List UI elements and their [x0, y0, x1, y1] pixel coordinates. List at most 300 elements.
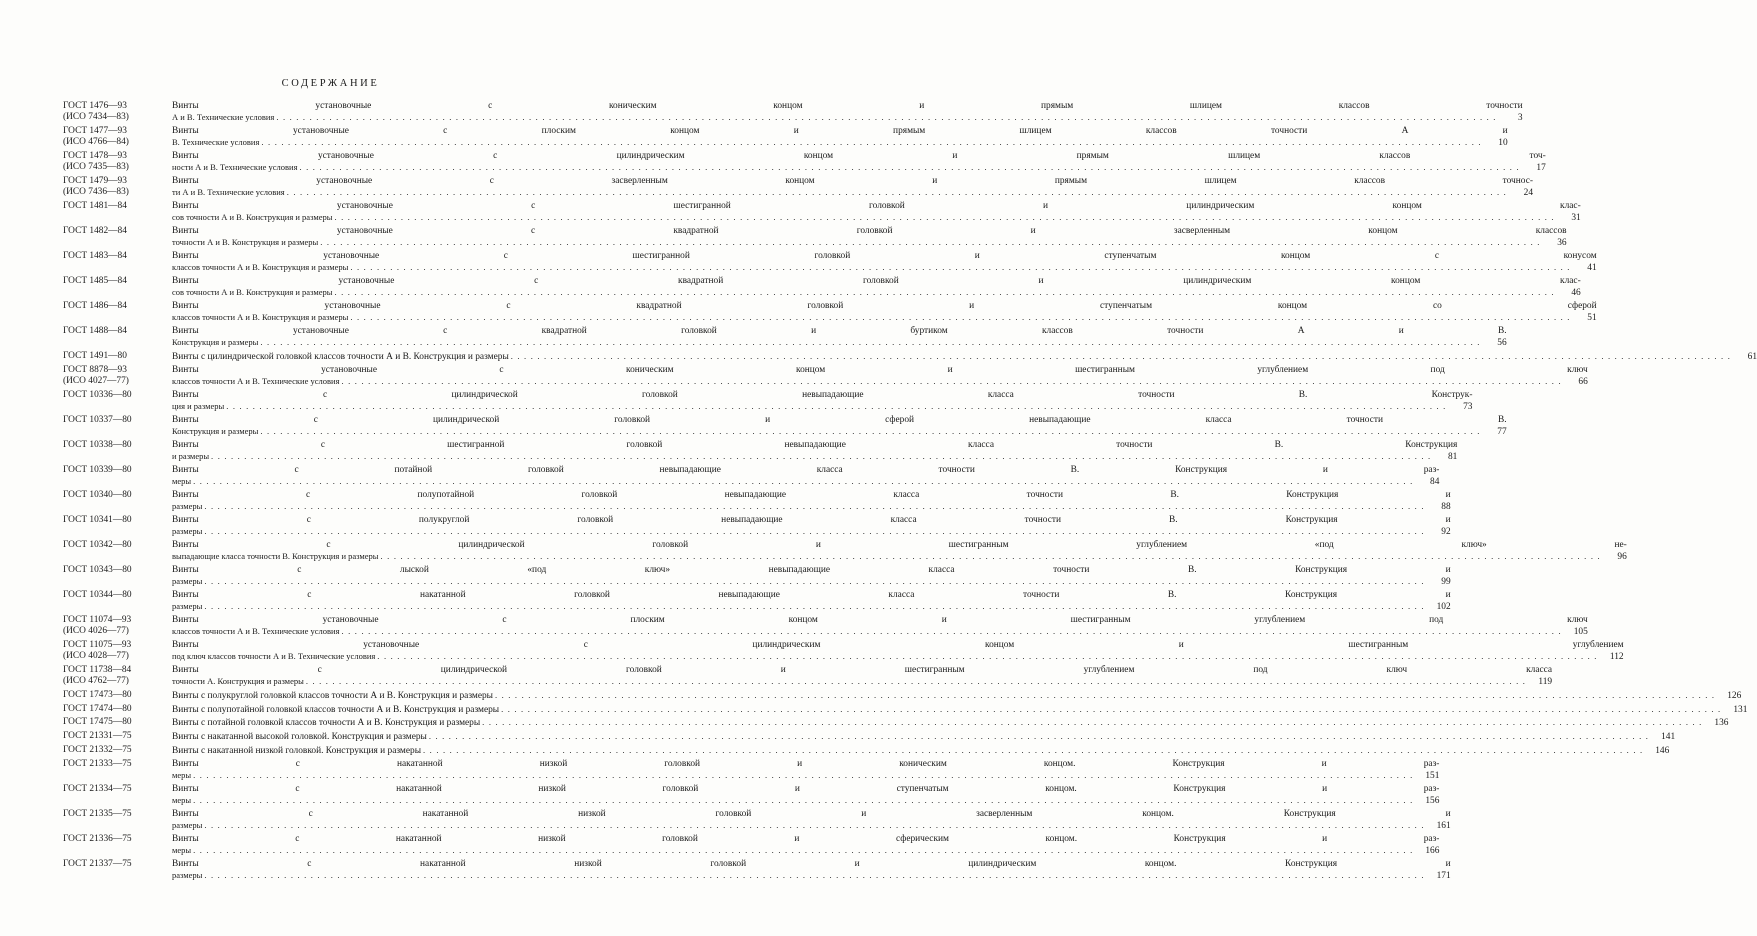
entry-last-line	[172, 745, 1669, 757]
page-number: 84	[1430, 477, 1440, 487]
entry-title-line1: Винты с накатанной головкой невыпадающие класса точности В. Конструкция и	[172, 589, 1451, 600]
entry-title-line1: Винты с потайной головкой невыпадающие класса точности В. Конструкция и раз-	[172, 464, 1440, 475]
standard-code: ГОСТ 1485—84	[63, 276, 127, 286]
standard-code: ГОСТ 21337—75	[63, 858, 132, 869]
entry-last-line	[172, 312, 1597, 324]
toc-entry	[63, 126, 1508, 149]
standard-code: (ИСО 7435—83)	[63, 162, 129, 173]
entry-title-line1: Винты установочные с коническим концом и шестигранным углублением под ключ	[172, 364, 1588, 375]
entry-title-line1: Винты установочные с плоским концом и шестигранным углублением под ключ	[172, 614, 1588, 625]
leader-dots	[202, 820, 1426, 831]
standard-codes	[63, 690, 172, 702]
standard-codes	[63, 640, 172, 663]
entry-title-line1: Винты с полупотайной головкой классов точности А и В. Конструкция и размеры	[172, 704, 500, 715]
entry-last-line	[172, 137, 1508, 149]
toc-entry	[63, 703, 1748, 716]
entry-title-line2: точности А и В. Конструкция и размеры	[172, 237, 319, 248]
entry-title-line2: классов точности А и В. Технические условия	[172, 376, 340, 386]
standard-codes	[63, 490, 172, 513]
entry-description	[172, 745, 1669, 757]
entry-title-line1: Винты с цилиндрической головкой и шестигранным углублением «под ключ» не-	[172, 539, 1627, 550]
entry-title-line1: Винты с лыской «под ключ» невыпадающие класса точности В. Конструкция и	[172, 564, 1451, 575]
entry-last-line	[172, 845, 1439, 857]
entry-description	[172, 809, 1451, 832]
toc-entry	[63, 539, 1627, 563]
toc-entry	[63, 783, 1440, 807]
entry-title-line1: Винты с накатанной низкой головкой и цилиндрическим концом. Конструкция и	[172, 858, 1451, 869]
leader-dots	[191, 845, 1415, 856]
standard-codes	[63, 176, 172, 199]
standard-codes	[63, 415, 172, 438]
standard-code: ГОСТ 21336—75	[63, 833, 132, 844]
entry-title-line2: ности А и В. Технические условия	[172, 162, 298, 173]
leader-dots	[191, 476, 1415, 487]
entry-last-line	[172, 187, 1533, 199]
leader-dots	[209, 451, 1433, 462]
page-number: 88	[1441, 502, 1451, 512]
entry-description	[172, 251, 1597, 274]
leader-dots	[202, 576, 1426, 587]
entry-last-line	[172, 651, 1624, 663]
entry-title-line1: Винты установочные с квадратной головкой и ступенчатым концом со сферой	[172, 301, 1597, 311]
toc-entry	[63, 514, 1451, 538]
entry-last-line	[172, 717, 1728, 729]
standard-codes	[63, 126, 172, 149]
entry-title-line2: размеры	[172, 576, 203, 586]
standard-code: ГОСТ 10337—80	[63, 414, 132, 425]
toc-entry	[63, 326, 1507, 349]
leader-dots	[298, 162, 1522, 173]
standard-code: ГОСТ 17473—80	[63, 689, 132, 700]
toc-entry	[63, 351, 1757, 363]
standard-codes	[63, 151, 172, 174]
toc-entry	[63, 639, 1624, 663]
leader-dots	[202, 526, 1426, 537]
entry-last-line	[172, 351, 1757, 363]
toc-entry	[63, 151, 1546, 174]
page-number: 161	[1436, 820, 1451, 831]
entry-last-line	[172, 501, 1451, 513]
page-number: 73	[1463, 402, 1473, 412]
entry-title-line1: Винты с цилиндрической головкой и сферой невыпадающие класса точности В.	[172, 414, 1507, 425]
page-number: 77	[1497, 427, 1507, 437]
standard-codes	[63, 301, 172, 324]
entry-description	[172, 415, 1507, 438]
entry-description	[172, 515, 1451, 538]
entry-title-line2: А и В. Технические условия	[172, 112, 275, 123]
entry-last-line	[172, 112, 1523, 124]
leader-dots	[224, 401, 1448, 412]
entry-last-line	[172, 870, 1451, 882]
toc-entry	[63, 276, 1581, 299]
leader-dots	[332, 212, 1556, 223]
standard-code: ГОСТ 21331—75	[63, 731, 132, 742]
page-number: 31	[1571, 213, 1581, 224]
entry-description	[172, 276, 1581, 299]
entry-description	[172, 615, 1588, 638]
page-number: 51	[1587, 313, 1597, 324]
entry-last-line	[172, 237, 1567, 249]
toc-entry	[63, 389, 1473, 413]
standard-codes	[63, 101, 172, 124]
entry-title-line1: Винты установочные с засверленным концом и прямым шлицем классов точнос-	[172, 176, 1533, 186]
toc-entry	[63, 614, 1588, 638]
entry-title-line2: Конструкция и размеры	[172, 426, 259, 436]
standard-code: ГОСТ 1483—84	[63, 251, 127, 261]
entry-description	[172, 176, 1533, 199]
leader-dots	[375, 651, 1599, 662]
entry-title-line2: под ключ классов точности А и В. Технические условия	[172, 651, 376, 661]
standard-codes	[63, 251, 172, 274]
entry-title-line2: меры	[172, 794, 192, 805]
toc-entry	[63, 226, 1567, 249]
standard-code: ГОСТ 1481—84	[63, 201, 127, 211]
leader-dots	[202, 501, 1426, 512]
standard-code: (ИСО 7434—83)	[63, 112, 129, 123]
standard-code: ГОСТ 1491—80	[63, 351, 127, 361]
entry-title-line2: Конструкция и размеры	[172, 337, 259, 348]
standard-codes	[63, 226, 172, 249]
toc-entry	[63, 689, 1742, 702]
page-number: 3	[1517, 113, 1523, 124]
standard-codes	[63, 440, 172, 463]
entry-title-line1: Винты с накатанной высокой головкой. Конструкция и размеры	[172, 732, 427, 743]
standard-codes	[63, 565, 172, 588]
standard-code: ГОСТ 8878—93	[63, 364, 127, 375]
leader-dots	[480, 717, 1704, 728]
toc-entry	[63, 489, 1451, 513]
entry-description	[172, 565, 1451, 588]
entry-description	[172, 640, 1624, 663]
entry-title-line1: Винты установочные с цилиндрическим концом и прямым шлицем классов точ-	[172, 151, 1546, 161]
entry-title-line1: Винты с накатанной низкой головкой и сферическим концом. Конструкция и раз-	[172, 833, 1440, 844]
standard-code: ГОСТ 11738—84	[63, 664, 132, 675]
page-number: 151	[1425, 770, 1440, 781]
page-number: 24	[1523, 188, 1533, 199]
page-title: СОДЕРЖАНИЕ	[281, 78, 380, 89]
entry-title-line2: размеры	[172, 869, 203, 880]
standard-code: ГОСТ 10341—80	[63, 514, 132, 525]
entry-last-line	[172, 676, 1552, 688]
leader-dots	[258, 426, 1482, 437]
page-number: 112	[1609, 652, 1624, 662]
standard-codes	[63, 731, 172, 743]
entry-title-line1: Винты с цилиндрической головкой невыпадающие класса точности В. Конструк-	[172, 389, 1473, 400]
entry-description	[172, 834, 1439, 857]
entry-description	[172, 465, 1439, 488]
entry-title-line2: меры	[172, 769, 192, 780]
page-number: 92	[1441, 527, 1451, 537]
standard-code: ГОСТ 1477—93	[63, 126, 127, 136]
entry-title-line1: Винты с полукруглой головкой классов точности А и В. Конструкция и размеры	[172, 690, 493, 701]
entry-description	[172, 226, 1567, 249]
standard-codes	[63, 465, 172, 488]
leader-dots	[304, 676, 1528, 687]
page-number: 146	[1655, 745, 1670, 756]
entry-description	[172, 490, 1451, 513]
leader-dots	[191, 795, 1415, 806]
toc-entry	[63, 589, 1451, 613]
leader-dots	[191, 770, 1415, 781]
entry-last-line	[172, 476, 1439, 488]
entry-last-line	[172, 162, 1546, 174]
standard-codes	[63, 590, 172, 613]
page-number: 126	[1727, 690, 1742, 701]
leader-dots	[285, 187, 1509, 198]
entry-description	[172, 151, 1546, 174]
standard-codes	[63, 665, 172, 688]
entry-title-line2: и размеры	[172, 451, 210, 461]
entry-last-line	[172, 426, 1507, 438]
entry-title-line2: точности А. Конструкция и размеры	[172, 676, 304, 686]
page-number: 131	[1733, 704, 1748, 715]
entry-title-line2: классов точности А и В. Технические условия	[172, 626, 340, 636]
entry-description	[172, 665, 1552, 688]
toc-entry	[63, 808, 1451, 832]
entry-title-line2: размеры	[172, 601, 203, 611]
leader-dots	[509, 351, 1733, 362]
entry-description	[172, 784, 1439, 807]
standard-codes	[63, 540, 172, 563]
leader-dots	[499, 704, 1723, 715]
entry-last-line	[172, 262, 1597, 274]
toc-entry	[63, 464, 1440, 488]
entry-title-line1: Винты с накатанной низкой головкой и засверленным концом. Конструкция и	[172, 808, 1451, 819]
standard-code: ГОСТ 17474—80	[63, 703, 132, 714]
standard-codes	[63, 717, 172, 729]
standard-code: (ИСО 4762—77)	[63, 676, 129, 686]
entry-title-line2: сов точности А и В. Конструкция и размеры	[172, 287, 333, 298]
entry-description	[172, 390, 1472, 413]
standard-codes	[63, 809, 172, 832]
entry-title-line2: меры	[172, 476, 192, 486]
page-number: 41	[1587, 263, 1597, 274]
toc-entry	[63, 664, 1553, 688]
entry-last-line	[172, 212, 1581, 224]
entry-last-line	[172, 731, 1675, 743]
entry-title-line2: классов точности А и В. Конструкция и размеры	[172, 312, 349, 323]
entry-description	[172, 704, 1747, 716]
entry-last-line	[172, 401, 1472, 413]
leader-dots	[348, 262, 1572, 273]
entry-title-line2: ти А и В. Технические условия	[172, 187, 285, 198]
leader-dots	[493, 690, 1717, 701]
entry-last-line	[172, 287, 1581, 299]
entry-title-line1: Винты с накатанной низкой головкой и коническим концом. Конструкция и раз-	[172, 758, 1440, 769]
standard-code: ГОСТ 10338—80	[63, 439, 132, 450]
entry-title-line2: меры	[172, 844, 192, 855]
toc-entry	[63, 717, 1729, 729]
leader-dots	[421, 745, 1645, 756]
toc-entry	[63, 251, 1597, 274]
entry-title-line2: В. Технические условия	[172, 137, 260, 148]
page-number: 105	[1573, 627, 1588, 637]
entry-title-line1: Винты с полукруглой головкой невыпадающие класса точности В. Конструкция и	[172, 514, 1451, 525]
leader-dots	[259, 137, 1483, 148]
standard-codes	[63, 759, 172, 782]
entry-last-line	[172, 795, 1439, 807]
entry-description	[172, 690, 1741, 702]
entry-title-line1: Винты установочные с плоским концом и прямым шлицем классов точности А и	[172, 126, 1508, 136]
standard-code: (ИСО 4027—77)	[63, 376, 129, 386]
standard-code: ГОСТ 10340—80	[63, 489, 132, 500]
entry-title-line2: размеры	[172, 819, 203, 830]
toc-entry	[63, 731, 1676, 743]
entry-description	[172, 126, 1508, 149]
entry-title-line2: размеры	[172, 526, 203, 536]
standard-code: ГОСТ 21332—75	[63, 744, 132, 755]
standard-codes	[63, 326, 172, 349]
leader-dots	[340, 626, 1564, 637]
standard-code: (ИСО 4026—77)	[63, 626, 129, 636]
standard-codes	[63, 859, 172, 882]
entry-last-line	[172, 626, 1588, 638]
toc-entry	[63, 301, 1597, 324]
page-number: 10	[1498, 138, 1508, 149]
standard-codes	[63, 390, 172, 413]
toc-entry	[63, 564, 1451, 588]
entry-description	[172, 326, 1507, 349]
entry-title-line1: Винты с шестигранной головкой невыпадающие класса точности В. Конструкция	[172, 439, 1458, 450]
standard-codes	[63, 365, 172, 388]
entry-last-line	[172, 690, 1741, 702]
toc-entry	[63, 858, 1451, 882]
entry-last-line	[172, 376, 1588, 388]
standard-codes	[63, 515, 172, 538]
entry-last-line	[172, 526, 1451, 538]
page-number: 81	[1447, 452, 1458, 462]
entry-title-line2: сов точности А и В. Конструкция и размеры	[172, 212, 333, 223]
standard-codes	[63, 784, 172, 807]
standard-code: ГОСТ 17475—80	[63, 717, 132, 728]
page-number: 61	[1747, 352, 1757, 362]
standard-code: ГОСТ 21334—75	[63, 783, 132, 794]
entry-description	[172, 301, 1597, 324]
standard-codes	[63, 834, 172, 857]
standard-code: ГОСТ 21333—75	[63, 758, 132, 769]
entry-description	[172, 101, 1523, 124]
entry-title-line1: Винты установочные с шестигранной головкой и цилиндрическим концом клас-	[172, 201, 1581, 211]
entry-description	[172, 440, 1457, 463]
standard-code: ГОСТ 1482—84	[63, 226, 127, 236]
standard-code: ГОСТ 1488—84	[63, 326, 127, 336]
leader-dots	[318, 237, 1542, 248]
entry-last-line	[172, 770, 1439, 782]
standard-code: ГОСТ 10342—80	[63, 539, 132, 550]
standard-code: ГОСТ 1479—93	[63, 176, 127, 186]
page-number: 156	[1425, 795, 1440, 806]
entry-title-line1: Винты установочные с квадратной головкой и цилиндрическим концом клас-	[172, 276, 1581, 286]
entry-description	[172, 540, 1627, 563]
standard-code: ГОСТ 1476—93	[63, 101, 127, 111]
leader-dots	[427, 731, 1651, 742]
toc-entry	[63, 439, 1458, 463]
entry-description	[172, 201, 1581, 224]
entry-description	[172, 590, 1451, 613]
entry-last-line	[172, 337, 1507, 349]
entry-title-line2: классов точности А и В. Конструкция и размеры	[172, 262, 349, 273]
entry-title-line2: размеры	[172, 501, 203, 511]
entry-last-line	[172, 451, 1457, 463]
standard-codes	[63, 704, 172, 716]
entry-title-line1: Винты с потайной головкой классов точности А и В. Конструкция и размеры	[172, 718, 481, 729]
standard-codes	[63, 351, 172, 363]
standard-code: ГОСТ 10344—80	[63, 589, 132, 600]
entry-title-line1: Винты с цилиндрической головкой классов точности А и В. Конструкция и размеры	[172, 352, 509, 362]
standard-codes	[63, 276, 172, 299]
standard-code: ГОСТ 1486—84	[63, 301, 127, 311]
entry-title-line2: ция и размеры	[172, 401, 225, 411]
page-number: 119	[1538, 677, 1553, 687]
leader-dots	[340, 376, 1564, 387]
entry-title-line1: Винты установочные с коническим концом и прямым шлицем классов точности	[172, 101, 1523, 111]
toc-entry	[63, 364, 1588, 388]
entry-title-line1: Винты установочные с квадратной головкой и засверленным концом классов	[172, 226, 1567, 236]
standard-code: ГОСТ 11074—93	[63, 614, 132, 625]
standard-code: ГОСТ 21335—75	[63, 808, 132, 819]
entry-description	[172, 731, 1675, 743]
entry-title-line1: Винты установочные с шестигранной головкой и ступенчатым концом с конусом	[172, 251, 1597, 261]
toc-entry	[63, 201, 1581, 224]
entry-last-line	[172, 576, 1451, 588]
entry-title-line1: Винты с накатанной низкой головкой. Конструкция и размеры	[172, 745, 422, 756]
page-number: 96	[1617, 552, 1627, 562]
page-number: 46	[1571, 288, 1581, 299]
standard-codes	[63, 745, 172, 757]
standard-code: (ИСО 4028—77)	[63, 651, 129, 661]
page-number: 141	[1661, 732, 1676, 743]
page-number: 102	[1436, 602, 1451, 612]
table-of-contents	[63, 101, 1757, 884]
toc-entry	[63, 101, 1523, 124]
page-number: 171	[1436, 870, 1451, 881]
standard-code: ГОСТ 1478—93	[63, 151, 127, 161]
standard-codes	[63, 201, 172, 224]
toc-entry	[63, 744, 1670, 757]
standard-codes	[63, 615, 172, 638]
leader-dots	[274, 112, 1498, 123]
entry-last-line	[172, 820, 1451, 832]
entry-title-line1: Винты установочные с цилиндрическим концом и шестигранным углублением	[172, 639, 1624, 650]
leader-dots	[202, 601, 1426, 612]
page-number: 17	[1536, 163, 1546, 174]
entry-description	[172, 351, 1757, 363]
toc-entry	[63, 833, 1440, 857]
entry-last-line	[172, 551, 1627, 563]
toc-entry	[63, 414, 1507, 438]
entry-last-line	[172, 601, 1451, 613]
toc-entry	[63, 176, 1533, 199]
toc-entry	[63, 758, 1440, 782]
standard-code: (ИСО 7436—83)	[63, 187, 129, 198]
entry-title-line1: Винты с полупотайной головкой невыпадающие класса точности В. Конструкция и	[172, 489, 1451, 500]
standard-code: ГОСТ 11075—93	[63, 639, 132, 650]
page-number: 66	[1578, 377, 1588, 387]
standard-code: ГОСТ 10336—80	[63, 389, 132, 400]
page-number: 36	[1557, 238, 1567, 249]
entry-description	[172, 859, 1451, 882]
entry-title-line1: Винты с накатанной низкой головкой и ступенчатым концом. Конструкция и раз-	[172, 783, 1440, 794]
page-number: 166	[1425, 845, 1440, 856]
standard-code: ГОСТ 10339—80	[63, 464, 132, 475]
entry-title-line1: Винты установочные с квадратной головкой и буртиком классов точности А и В.	[172, 326, 1507, 336]
leader-dots	[202, 870, 1426, 881]
entry-description	[172, 717, 1728, 729]
entry-title-line1: Винты с цилиндрической головкой и шестигранным углублением под ключ класса	[172, 664, 1553, 675]
entry-last-line	[172, 704, 1747, 716]
standard-code: (ИСО 4766—84)	[63, 137, 129, 148]
standard-code: ГОСТ 10343—80	[63, 564, 132, 575]
